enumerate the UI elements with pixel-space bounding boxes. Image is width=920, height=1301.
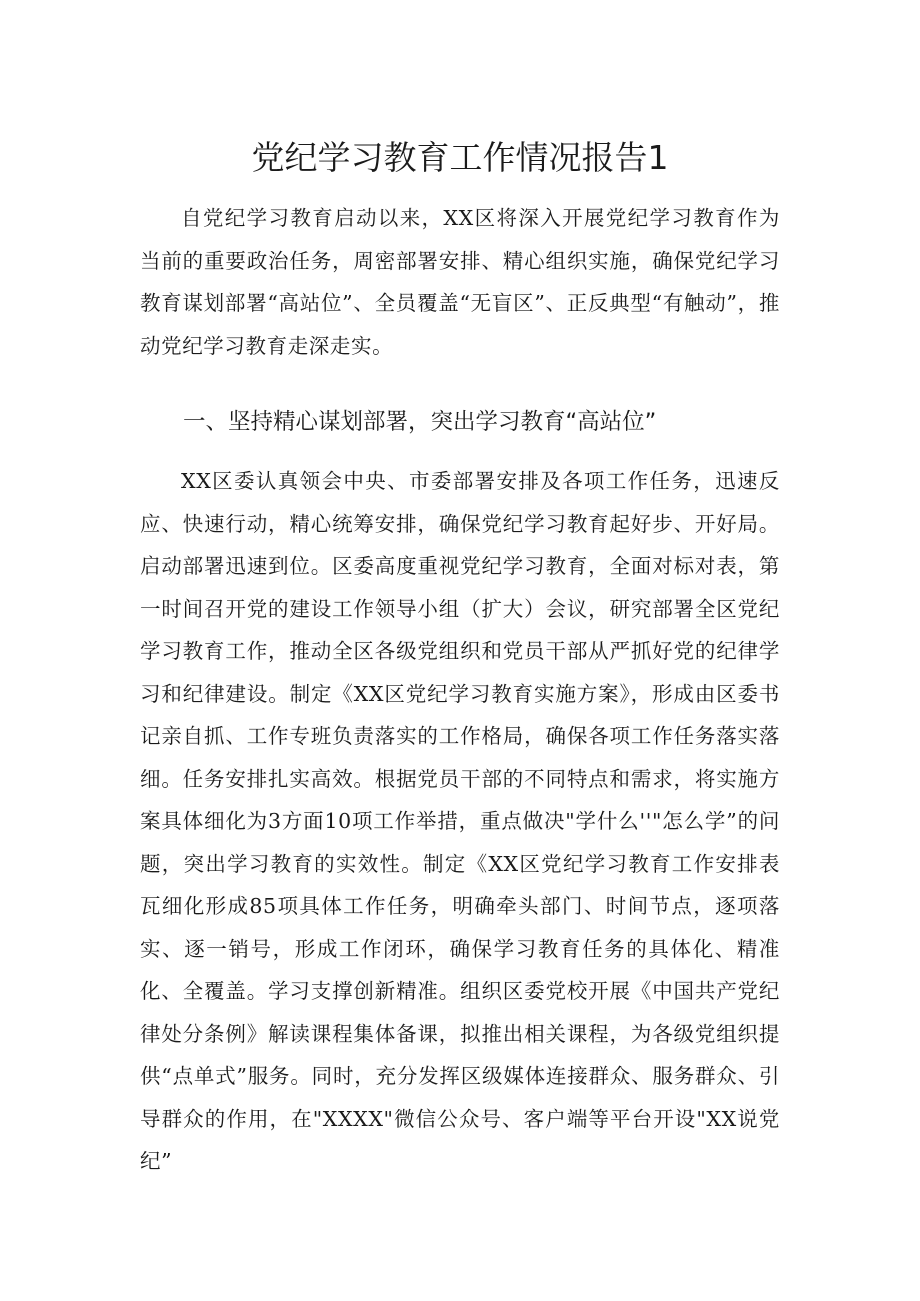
section-paragraph: XX区委认真领会中央、市委部署安排及各项工作任务，迅速反应、快速行动，精心统筹安排，确保党纪学习教育起好步、开好局。启动部署迅速到位。区委高度重视党纪学习教育，全面对标对表，第一时间召开党的建设工作领导小组（扩大）会议，研究部署全区党纪学习教育工作，推动全区各级党组织和党员干部从严抓好党的纪律学习和纪律建设。制定《XX区党纪学习教育实施方案》，形成由区委书记亲自抓、工作专班负责落实的工作格局，确保各项工作任务落实落细。任务安排扎实高效。根据党员干部的不同特点和需求，将实施方案具体细化为3方面10项工作举措，重点做决"学什么''"怎么学”的问题，突出学习教育的实效性。制定《XX区党纪学习教育工作安排表瓦细化形成85项具体工作任务，明确牵头部门、时间节点，逐项落实、逐一销号，形成工作闭环，确保学习教育任务的具体化、精准化、全覆盖。学习支撑创新精准。组织区委党校开展《中国共产党纪律处分条例》解读课程集体备课，拟推出相关课程，为各级党组织提供“点单式”服务。同时，充分发挥区级媒体连接群众、服务群众、引导群众的作用，在"XXXX"微信公众号、客户端等平台开设"XX说党纪” (140, 469, 780, 1173)
intro-paragraph: 自党纪学习教育启动以来，XX区将深入开展党纪学习教育作为当前的重要政治任务，周密部署安排、精心组织实施，确保党纪学习教育谋划部署“高站位”、全员覆盖“无盲区”、正反典型“有触动”，推动党纪学习教育走深走实。 (140, 206, 780, 358)
section-heading: 一、坚持精心谋划部署，突出学习教育“高站位” (183, 409, 657, 435)
document-title: 党纪学习教育工作情况报告1 (251, 138, 669, 177)
